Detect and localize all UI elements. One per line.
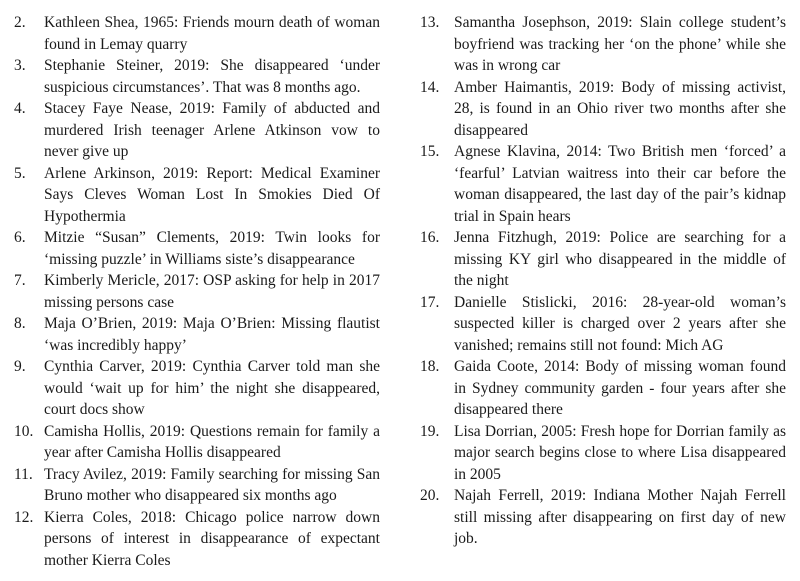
list-item (14, 55, 380, 98)
item-text: Cynthia Carver, 2019: Cynthia Carver told man she would ‘wait up for him’ the night she disappeared, court docs show (44, 358, 380, 418)
item-number: 3. (14, 57, 26, 74)
list-item (420, 356, 786, 421)
item-number: 10. (14, 422, 34, 440)
item-number: 16. (420, 229, 440, 246)
item-text: Stephanie Steiner, 2019: She disappeared ‘under suspicious circumstances’. That was 8 months ago. (44, 57, 380, 96)
item-number: 6. (14, 229, 26, 246)
item-text: Agnese Klavina, 2014: Two British men ‘forced’ a ‘fearful’ Latvian waitress into their car before the woman disappeared, the last day of the pair’s kidnap trial in Spain hears (454, 143, 786, 225)
item-number: 15. (420, 143, 440, 160)
item-text: Kierra Coles, 2018: Chicago police narrow down persons of interest in disappearance of expectant mother Kierra Coles (44, 508, 380, 569)
item-number: 4. (14, 100, 26, 117)
list-item (14, 270, 380, 313)
list-item (420, 227, 786, 292)
list-item (420, 485, 786, 550)
list-item (14, 163, 380, 228)
item-text: Amber Haimantis, 2019: Body of missing activist, 28, is found in an Ohio river two months after she disappeared (454, 78, 786, 139)
item-text: Najah Ferrell, 2019: Indiana Mother Najah Ferrell still missing after disappearing on first day of new job. (454, 487, 786, 547)
item-number: 12. (14, 508, 34, 526)
item-number: 19. (420, 422, 440, 440)
item-text: Kimberly Mericle, 2017: OSP asking for help in 2017 missing persons case (44, 272, 380, 311)
list-item (420, 141, 786, 227)
item-number: 20. (420, 487, 440, 504)
item-text: Kathleen Shea, 1965: Friends mourn death of woman found in Lemay quarry (44, 14, 380, 53)
item-number: 2. (14, 14, 26, 31)
list-item (14, 356, 380, 421)
item-number: 9. (14, 358, 26, 375)
list-item (14, 227, 380, 270)
item-text: Lisa Dorrian, 2005: Fresh hope for Dorrian family as major search begins close to where Lisa disappeared in 2005 (454, 422, 786, 483)
list-item (420, 292, 786, 357)
item-text: Danielle Stislicki, 2016: 28-year-old woman’s suspected killer is charged over 2 years after she vanished; remains still not found: Mich AG (454, 293, 786, 354)
item-text: Camisha Hollis, 2019: Questions remain for family a year after Camisha Hollis disappeared (44, 422, 380, 461)
item-text: Jenna Fitzhugh, 2019: Police are searching for a missing KY girl who disappeared in the middle of the night (454, 229, 786, 289)
list-item (420, 77, 786, 142)
list-item (14, 12, 380, 55)
item-text: Stacey Faye Nease, 2019: Family of abducted and murdered Irish teenager Arlene Atkinson vow to never give up (44, 100, 380, 160)
item-number: 13. (420, 14, 440, 31)
list-item (14, 421, 380, 464)
right-column-list (420, 12, 786, 581)
item-number: 11. (14, 465, 33, 483)
left-column-list (14, 12, 380, 581)
item-number: 14. (420, 78, 440, 96)
item-text: Samantha Josephson, 2019: Slain college student’s boyfriend was tracking her ‘on the phone’ while she was in wrong car (454, 14, 786, 74)
list-item (420, 421, 786, 486)
item-text: Maja O’Brien, 2019: Maja O’Brien: Missing flautist ‘was incredibly happy’ (44, 315, 380, 354)
item-text: Arlene Arkinson, 2019: Report: Medical Examiner Says Cleves Woman Lost In Smokies Died Of Hypothermia (44, 164, 380, 225)
item-number: 18. (420, 358, 440, 375)
item-text: Tracy Avilez, 2019: Family searching for missing San Bruno mother who disappeared six months ago (44, 465, 380, 504)
list-item (14, 464, 380, 507)
item-number: 5. (14, 164, 26, 182)
list-item (420, 12, 786, 77)
item-number: 7. (14, 272, 26, 289)
item-text: Gaida Coote, 2014: Body of missing woman found in Sydney community garden - four years after she disappeared there (454, 358, 786, 418)
list-item (14, 98, 380, 163)
item-number: 17. (420, 293, 440, 311)
item-text: Mitzie “Susan” Clements, 2019: Twin looks for ‘missing puzzle’ in Williams siste’s disappearance (44, 229, 380, 268)
list-item (14, 507, 380, 572)
item-number: 8. (14, 315, 26, 332)
list-item (14, 313, 380, 356)
